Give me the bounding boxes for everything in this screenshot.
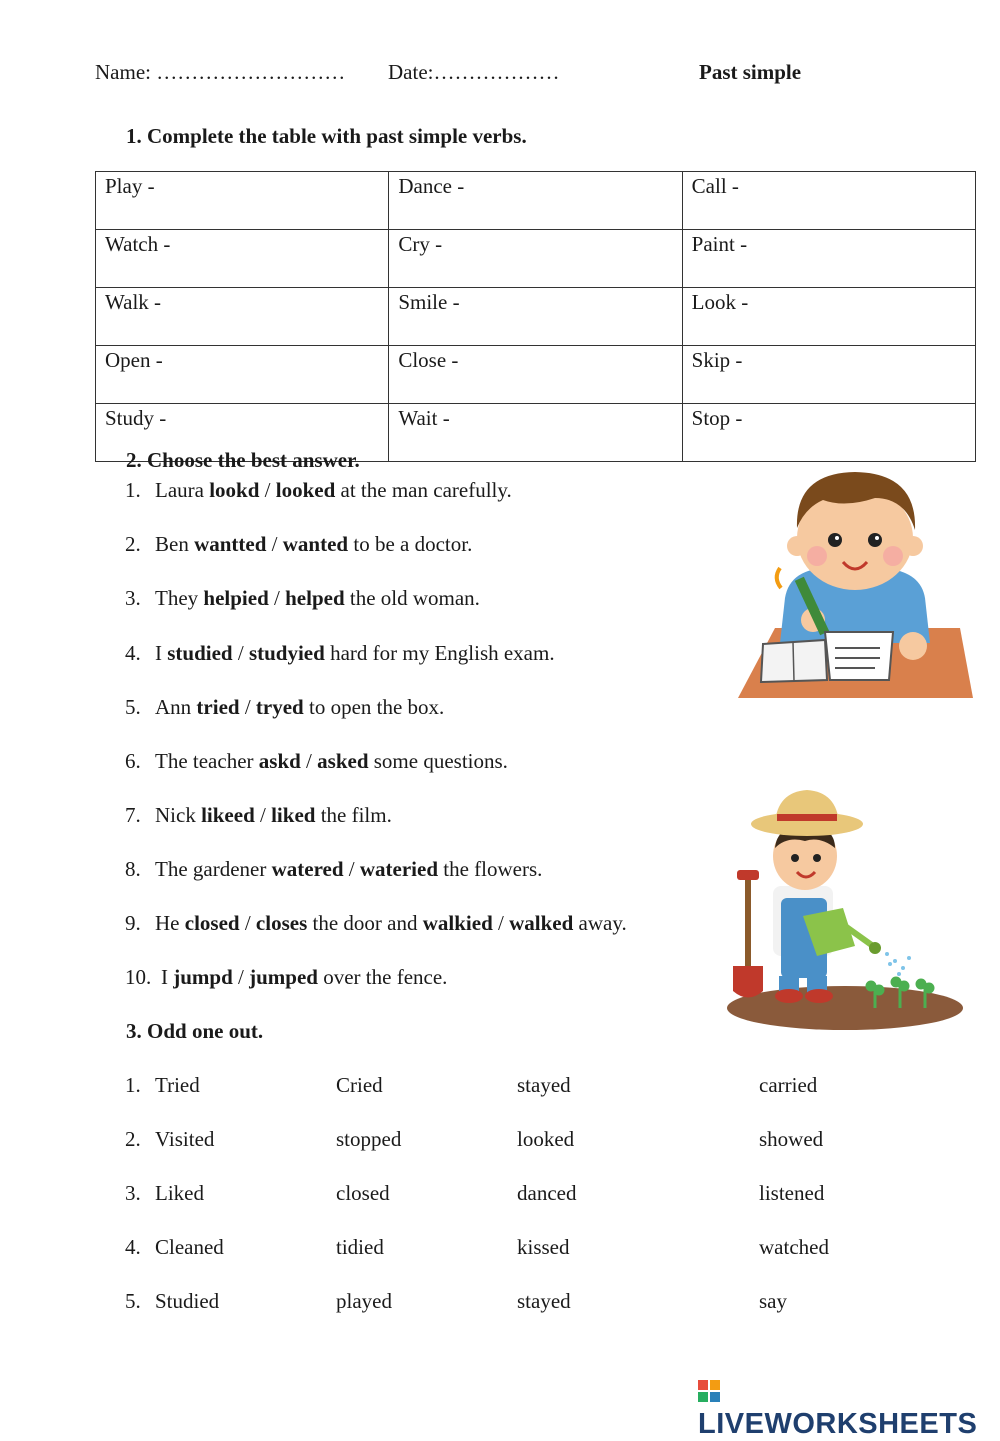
odd-row [125, 1127, 885, 1157]
odd-word[interactable]: closed [336, 1181, 390, 1205]
question-item [125, 857, 542, 882]
odd-row [125, 1181, 885, 1211]
odd-row [125, 1289, 885, 1319]
question-text: at the man carefully. [335, 478, 512, 502]
header-line [95, 60, 345, 85]
answer-option[interactable]: helped [285, 586, 345, 610]
answer-option[interactable]: jumped [249, 965, 318, 989]
answer-option[interactable]: askd [258, 749, 301, 773]
question-number: 3. [125, 586, 141, 610]
answer-option[interactable]: helpied [203, 586, 269, 610]
question-text: the door and [307, 911, 423, 935]
separator: / [232, 641, 249, 665]
name-label: Name: ……………………… [95, 60, 346, 84]
row-number: 4. [125, 1235, 141, 1259]
answer-option[interactable]: studyied [248, 641, 325, 665]
odd-word[interactable]: Studied [155, 1289, 220, 1313]
question-number: 9. [125, 911, 141, 935]
separator: / [254, 803, 272, 827]
odd-word[interactable]: Tried [155, 1073, 200, 1097]
table-cell[interactable]: Paint - [682, 230, 975, 288]
question-text: over the fence. [317, 965, 448, 989]
odd-word[interactable]: Visited [155, 1127, 215, 1151]
table-cell[interactable]: Open - [96, 346, 389, 404]
odd-word[interactable]: Cried [336, 1073, 383, 1097]
question-text: some questions. [368, 749, 508, 773]
question-number: 4. [125, 641, 141, 665]
question-item [125, 911, 627, 936]
question-text: hard for my English exam. [324, 641, 555, 665]
odd-word[interactable]: Liked [155, 1181, 204, 1205]
table-cell[interactable]: Watch - [96, 230, 389, 288]
question-text: Ann [155, 695, 197, 719]
section2-heading: 2. Choose the best answer. [126, 448, 360, 472]
question-text: to open the box. [303, 695, 445, 719]
question-item [125, 641, 555, 666]
table-cell[interactable]: Close - [389, 346, 682, 404]
answer-option[interactable]: wanted [282, 532, 349, 556]
odd-word[interactable]: danced [517, 1181, 577, 1205]
question-text: the film. [315, 803, 392, 827]
answer-option[interactable]: looked [275, 478, 336, 502]
separator: / [239, 911, 256, 935]
table-row [96, 288, 976, 346]
odd-word[interactable]: stayed [517, 1289, 571, 1313]
answer-option[interactable]: likeed [201, 803, 255, 827]
odd-row [125, 1235, 885, 1265]
question-item [125, 749, 508, 774]
gardener-illustration [725, 786, 965, 1034]
question-number: 1. [125, 478, 141, 502]
logo-text: LIVEWORKSHEETS [698, 1408, 978, 1440]
odd-word[interactable]: showed [759, 1127, 824, 1151]
separator: / [343, 857, 360, 881]
question-item [125, 803, 392, 828]
question-number: 2. [125, 532, 141, 556]
odd-word[interactable]: say [759, 1289, 787, 1313]
table-cell[interactable]: Call - [682, 172, 975, 230]
odd-word[interactable]: played [336, 1289, 392, 1313]
separator: / [239, 695, 256, 719]
table-cell[interactable]: Play - [96, 172, 389, 230]
question-text: away. [573, 911, 627, 935]
question-text: The gardener [155, 857, 272, 881]
odd-word[interactable]: looked [517, 1127, 575, 1151]
table-cell[interactable]: Cry - [389, 230, 682, 288]
question-text: Ben [155, 532, 195, 556]
section3-heading: 3. Odd one out. [126, 1019, 264, 1043]
separator: / [259, 478, 276, 502]
answer-option[interactable]: jumpd [173, 965, 233, 989]
question-number: 10. [125, 965, 152, 989]
answer-option[interactable]: walkied [422, 911, 493, 935]
question-number: 6. [125, 749, 141, 773]
table-row [96, 172, 976, 230]
table-cell[interactable]: Walk - [96, 288, 389, 346]
question-item [125, 532, 472, 557]
worksheet-title: Past simple [699, 60, 802, 84]
question-text: the flowers. [438, 857, 543, 881]
question-number: 7. [125, 803, 141, 827]
liveworksheets-logo [698, 1375, 1000, 1441]
odd-word[interactable]: kissed [517, 1235, 570, 1259]
question-item [125, 478, 512, 503]
row-number: 1. [125, 1073, 141, 1097]
separator: / [232, 965, 250, 989]
answer-option[interactable]: studied [167, 641, 233, 665]
table-row [96, 230, 976, 288]
odd-word[interactable]: stayed [517, 1073, 571, 1097]
separator: / [268, 586, 286, 610]
answer-option[interactable]: watered [271, 857, 344, 881]
question-number: 5. [125, 695, 141, 719]
table-cell[interactable]: Study - [96, 404, 389, 462]
table-cell[interactable]: Wait - [389, 404, 682, 462]
question-item [125, 586, 480, 611]
answer-option[interactable]: asked [317, 749, 369, 773]
question-number: 8. [125, 857, 141, 881]
table-cell[interactable]: Stop - [682, 404, 975, 462]
question-text: Nick [155, 803, 202, 827]
answer-option[interactable]: tryed [255, 695, 304, 719]
row-number: 2. [125, 1127, 141, 1151]
odd-word[interactable]: watched [759, 1235, 829, 1259]
table-cell[interactable]: Dance - [389, 172, 682, 230]
answer-option[interactable]: closed [184, 911, 240, 935]
liveworksheets-logo-icon [698, 1380, 720, 1402]
question-text: Laura [155, 478, 210, 502]
answer-option[interactable]: liked [271, 803, 316, 827]
answer-option[interactable]: walked [509, 911, 574, 935]
verb-table [95, 171, 976, 462]
separator: / [300, 749, 318, 773]
question-text: The teacher [155, 749, 259, 773]
question-item [125, 695, 444, 720]
question-text: to be a doctor. [348, 532, 473, 556]
separator: / [266, 532, 283, 556]
question-item [125, 965, 447, 990]
boy-writing-illustration [735, 468, 975, 703]
row-number: 5. [125, 1289, 141, 1313]
table-cell[interactable]: Skip - [682, 346, 975, 404]
section1-heading: 1. Complete the table with past simple verbs. [126, 124, 527, 148]
question-text: I [161, 965, 174, 989]
odd-word[interactable]: Cleaned [155, 1235, 224, 1259]
odd-word[interactable]: carried [759, 1073, 818, 1097]
answer-option[interactable]: wateried [359, 857, 439, 881]
table-cell[interactable]: Look - [682, 288, 975, 346]
question-text: They [155, 586, 204, 610]
date-label: Date:……………… [388, 60, 560, 84]
answer-option[interactable]: wantted [194, 532, 267, 556]
row-number: 3. [125, 1181, 141, 1205]
odd-word[interactable]: tidied [336, 1235, 384, 1259]
question-text: He [155, 911, 185, 935]
table-row [96, 346, 976, 404]
question-text: I [155, 641, 168, 665]
answer-option[interactable]: closes [255, 911, 308, 935]
table-cell[interactable]: Smile - [389, 288, 682, 346]
answer-option[interactable]: lookd [209, 478, 260, 502]
answer-option[interactable]: tried [196, 695, 240, 719]
separator: / [492, 911, 510, 935]
odd-word[interactable]: listened [759, 1181, 825, 1205]
odd-row [125, 1073, 885, 1103]
odd-word[interactable]: stopped [336, 1127, 402, 1151]
question-text: the old woman. [344, 586, 480, 610]
